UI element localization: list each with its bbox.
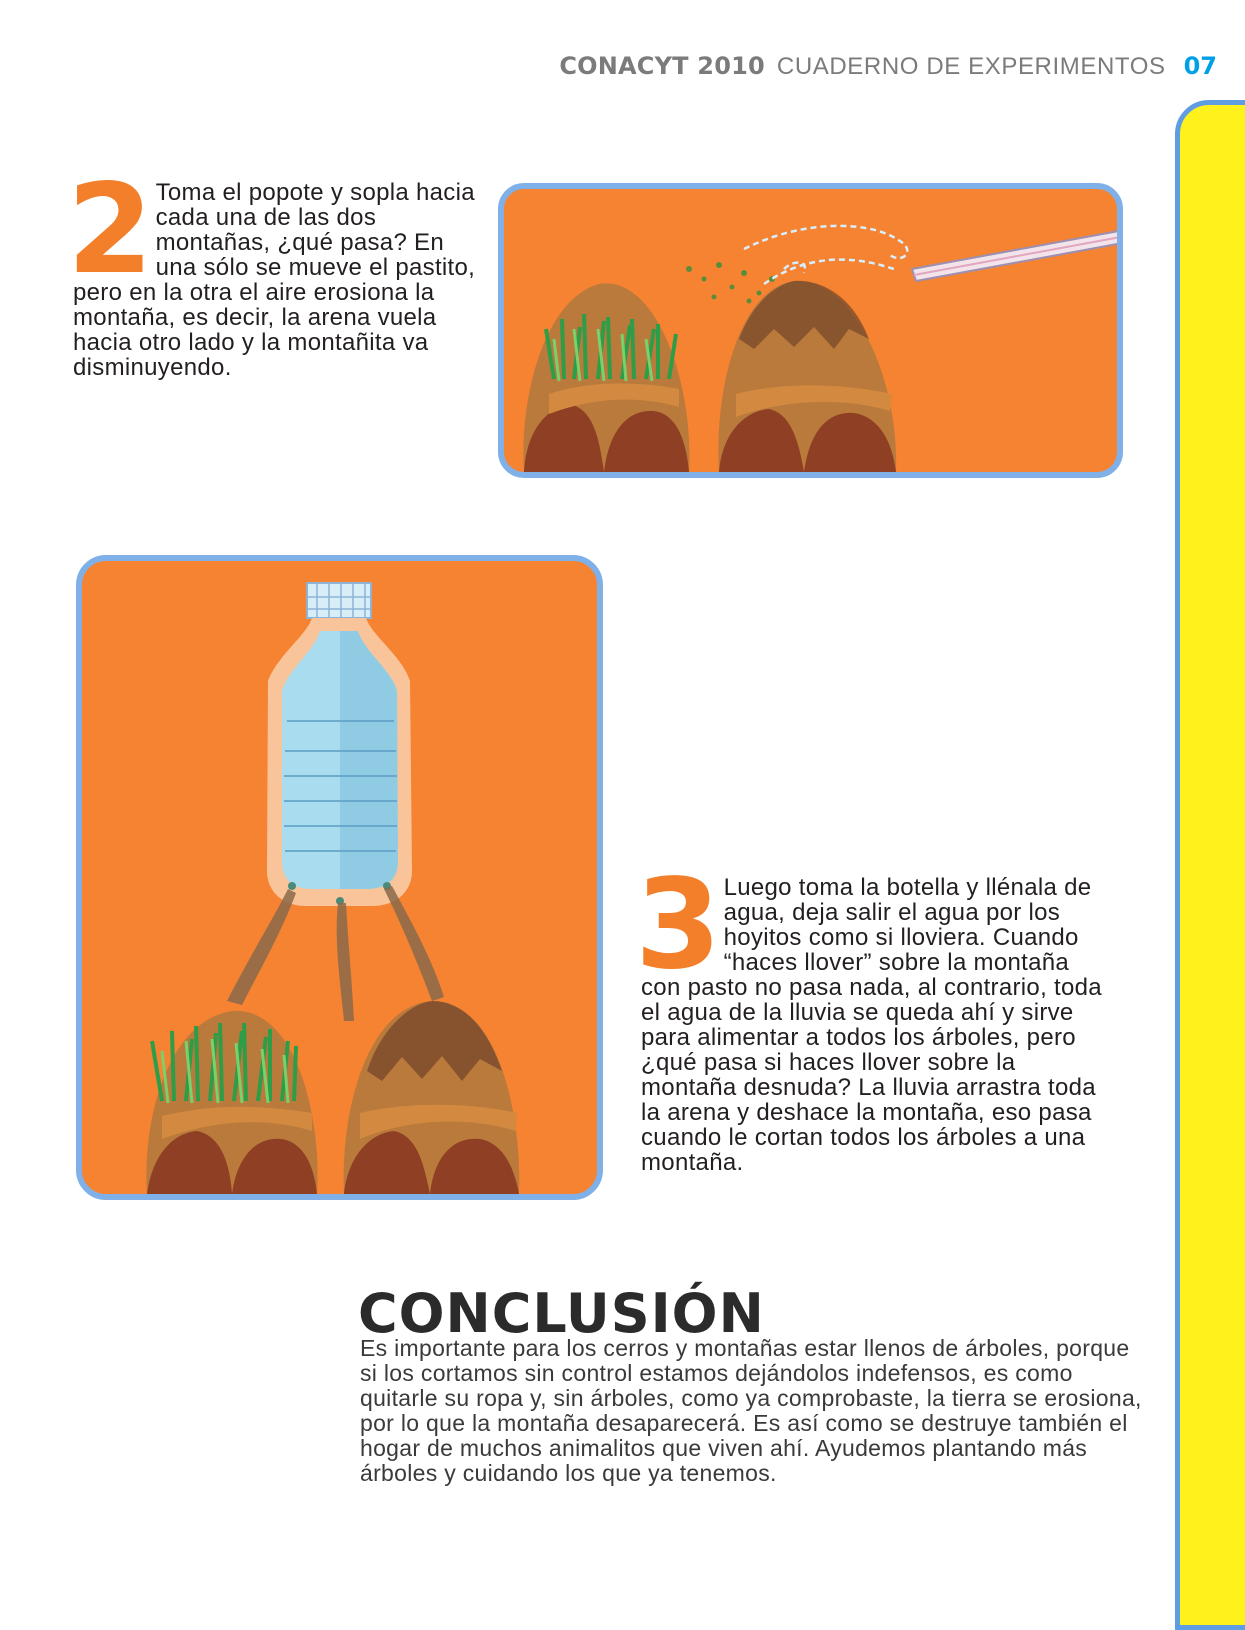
step-2-number: 2 [67,158,154,302]
bare-mountain-icon [344,1001,520,1194]
wind-icon [744,226,907,284]
bare-mountain-icon [718,281,896,472]
step-2 [67,158,483,381]
conclusion-title: CONCLUSIÓN [358,1282,765,1345]
straw-icon [912,219,1117,281]
step-3-text: Luego toma la botella y llénala de agua, deja salir el agua por los hoyitos como si lloviera. Cuando “haces llover” sobre la montaña con pasto no pasa nada, al contrario, toda el agua de la lluvia se queda ahí y sirve para alimentar a todos los árboles, pero ¿qué pasa si haces llover sobre la montaña desnuda? La lluvia arrastra toda la arena y deshace la montaña, eso pasa cuando le cortan todos los árboles a una montaña. [641,874,1102,1176]
page-number: 07 [1183,52,1217,80]
page-header [559,52,1217,82]
dirt-particles [686,262,775,304]
rain-stream-icon [227,886,444,1021]
conclusion-text: Es importante para los cerros y montañas estar llenos de árboles, porque si los cortamos sin control estamos dejándolos indefensos, es como quitarle su ropa y, sin árboles, como ya comprobaste, la tierra se erosiona, por lo que la montaña desaparecerá. Es así como se destruye también el hogar de muchos animalitos que viven ahí. Ayudemos plantando más árboles y cuidando los que ya tenemos. [360,1335,1142,1486]
step-3 [635,853,1111,1176]
grass-mountain-icon [146,1011,317,1194]
side-tab [1175,100,1245,1630]
step-3-number: 3 [635,853,722,997]
grass-mountain-icon [523,283,689,472]
step-2-illustration [498,183,1123,478]
header-book-title: CUADERNO DE EXPERIMENTOS [776,53,1166,80]
header-brand: CONACYT 2010 [559,52,765,80]
bottle-icon [267,583,412,906]
step-2-text: Toma el popote y sopla hacia cada una de las dos montañas, ¿qué pasa? En una sólo se mueve el pastito, pero en la otra el aire erosiona la montaña, es decir, la arena vuela hacia otro lado y la montañita va disminuyendo. [73,179,476,381]
step-3-illustration [76,555,603,1200]
